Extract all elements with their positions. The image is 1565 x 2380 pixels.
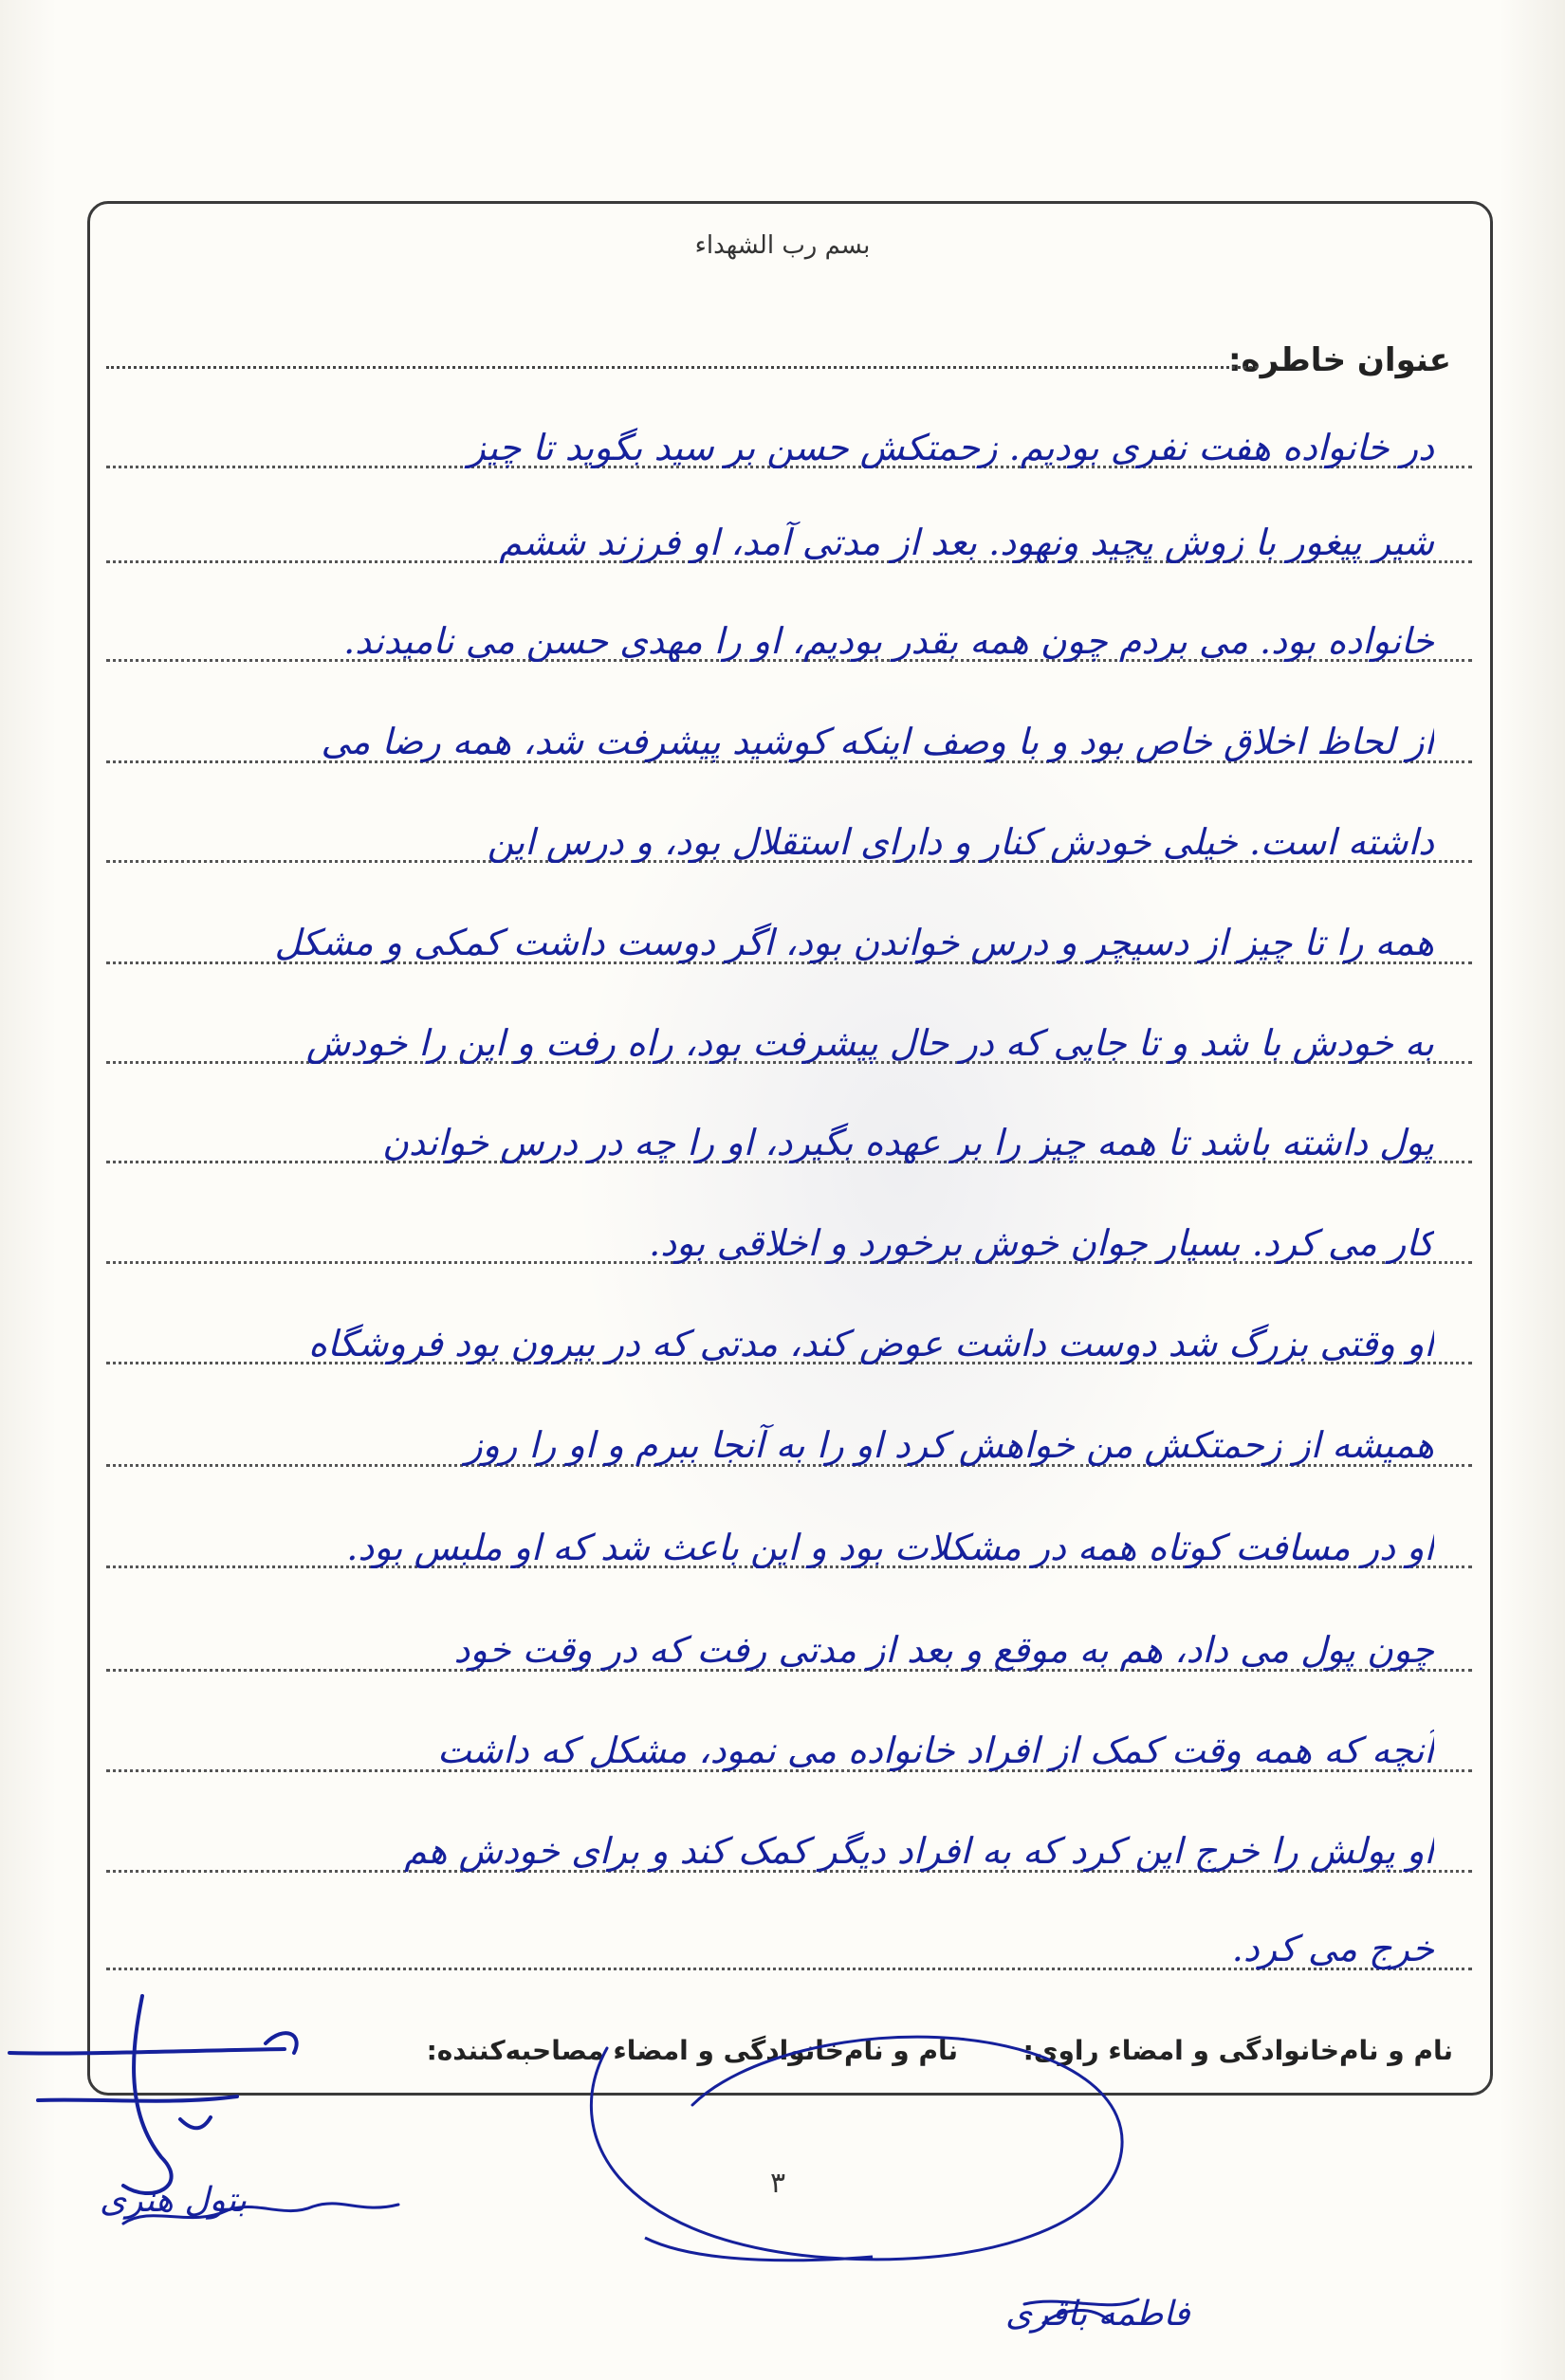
memory-line: همیشه از زحمتکش من خواهش کرد او را به آنجا ببرم و او را روز [465,1424,1434,1466]
memory-line: آنچه که همه وقت کمک از افراد خانواده می نمود، مشکل که داشت [437,1730,1434,1771]
narrator-signature-label: نام و نام‌خانوادگی و امضاء راوی: [1022,2035,1453,2066]
memory-line: خانواده بود. می بردم چون همه بقدر بودیم، او را مهدی حسن می نامیدند. [343,620,1434,662]
memory-line: او در مسافت کوتاه همه در مشکلات بود و این باعث شد که او ملبس بود. [346,1527,1434,1568]
memory-line: کار می کرد. بسیار جوان خوش برخورد و اخلاقی بود. [649,1222,1434,1264]
memory-line: به خودش با شد و تا جایی که در حال پیشرفت بود، راه رفت و این را خودش [305,1022,1434,1064]
interviewer-signature-name: فاطمه باقری [1005,2295,1190,2334]
memory-title-label: عنوان خاطره: [1227,341,1451,379]
memory-line: خرج می کرد. [1231,1928,1434,1969]
memory-line: داشته است. خیلی خودش کنار و دارای استقلال بود، و درس این [487,821,1434,863]
memory-line: پول داشته باشد تا همه چیز را بر عهده بگیرد، او را چه در درس خواندن [382,1122,1434,1163]
header-text: بسم رب الشهداء [694,231,871,260]
memory-line: همه را تا چیز از دسیچر و درس خواندن بود، اگر دوست داشت کمکی و مشکل [274,922,1434,963]
page-number: ۳ [770,2167,786,2200]
memory-line: از لحاظ اخلاق خاص بود و با وصف اینکه کوشید پیشرفت شد، همه رضا می [321,721,1434,762]
memory-line: شیر پیغور با زوش پچید ونهود. بعد از مدتی آمد، او فرزند ششم [499,522,1434,563]
memory-line: در خانواده هفت نفری بودیم. زحمتکش حسن بر سید بگوید تا چیز [468,427,1434,468]
memory-line: چون پول می داد، هم به موقع و بعد از مدتی رفت که در وقت خود [453,1629,1434,1671]
interviewer-signature [531,2020,1157,2342]
memory-title-line [106,366,1258,369]
narrator-signature-name: بتول هنری [100,2181,247,2220]
memory-line: او پولش را خرج این کرد که به افراد دیگر کمک کند و برای خودش هم [404,1830,1434,1872]
interviewer-signature-label: نام و نام‌خانوادگی و امضاء مصاحبه‌کننده: [426,2035,958,2066]
memory-line: او وقتی بزرگ شد دوست داشت عوض کند، مدتی که در بیرون بود فروشگاه [308,1323,1434,1364]
